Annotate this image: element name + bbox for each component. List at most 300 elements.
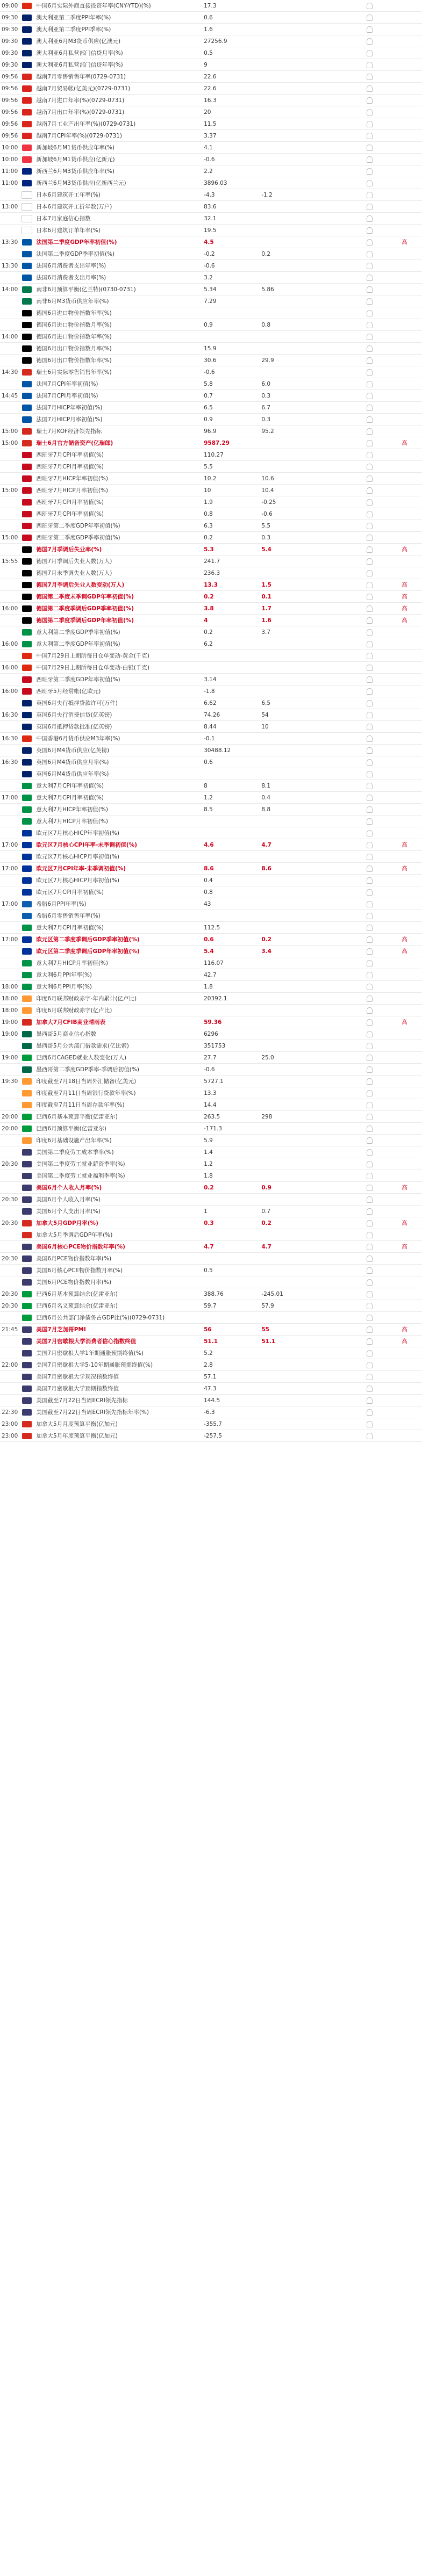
event-name[interactable]: 美国截至7月22日当周ECRI领先指标 <box>36 1397 128 1404</box>
event-name[interactable]: 美国截至7月22日当周ECRI领先指标年率(%) <box>36 1409 149 1416</box>
previous-value: 17.3 <box>204 2 217 9</box>
event-name[interactable]: 英国6月抵押贷款批准(亿英镑) <box>36 724 112 730</box>
previous-value: 3.8 <box>204 605 214 612</box>
event-name[interactable]: 新加坡6月M1货币供应年率(%) <box>36 145 115 151</box>
event-name[interactable]: 希腊6月零售销售年率(%) <box>36 913 101 919</box>
event-name[interactable]: 德国6月进口物价指数年率(%) <box>36 334 112 340</box>
event-name[interactable]: 欧元区第二季度季调后GDP季率初值(%) <box>36 936 140 943</box>
bell-icon[interactable] <box>352 393 387 399</box>
event-name[interactable]: 中国7月29日上期所每日仓单变动-黄金(千克) <box>36 653 149 659</box>
bell-icon[interactable] <box>352 215 387 222</box>
bell-icon[interactable] <box>352 511 387 517</box>
event-name[interactable]: 法国6月消费者支出年率(%) <box>36 263 106 269</box>
bell-icon[interactable] <box>352 1007 387 1014</box>
bell-icon[interactable] <box>352 133 387 139</box>
event-name[interactable]: 欧元区7月核心HICP月率初值(%) <box>36 877 119 884</box>
event-name[interactable]: 德国7月未季调失业人数(万人) <box>36 570 112 576</box>
bell-icon[interactable] <box>352 1244 387 1250</box>
event-name[interactable]: 西班牙7月HICP月率初值(%) <box>36 487 108 494</box>
bell-icon[interactable] <box>352 865 387 872</box>
bell-icon[interactable] <box>352 688 387 695</box>
previous-value: 13.3 <box>204 1089 217 1096</box>
event-name[interactable]: 法国第二季度GDP年率初值(%) <box>36 239 117 246</box>
bell-icon[interactable] <box>352 1232 387 1238</box>
event-name[interactable]: 美国7月密歇根大学5-10年期通胀预期终值(%) <box>36 1362 153 1368</box>
bell-icon[interactable] <box>352 676 387 683</box>
bell-icon[interactable] <box>352 499 387 506</box>
event-name[interactable]: 美国6月核心PCE物价指数月率(%) <box>36 1267 123 1274</box>
previous-value: 9587.29 <box>204 439 230 446</box>
event-name[interactable]: 英国6月M4货币供应月率(%) <box>36 759 109 766</box>
bell-icon[interactable] <box>352 1386 387 1392</box>
previous-value: 27.7 <box>204 1054 217 1061</box>
bell-icon[interactable] <box>352 960 387 966</box>
bell-icon[interactable] <box>352 1066 387 1073</box>
event-name[interactable]: 南非6月M3货币供应年率(%) <box>36 298 109 305</box>
event-name[interactable]: 越南7月CPI年率(%)(0729-0731) <box>36 133 122 139</box>
event-name[interactable]: 澳大利亚6月私营部门信贷月率(%) <box>36 50 123 56</box>
event-name[interactable]: 德国6月出口物价指数月率(%) <box>36 345 112 352</box>
event-name[interactable]: 美国6月PCE物价指数年率(%) <box>36 1255 112 1262</box>
bell-icon[interactable] <box>352 97 387 104</box>
bell-icon[interactable] <box>352 74 387 80</box>
bell-icon[interactable] <box>352 263 387 269</box>
bell-icon[interactable] <box>352 570 387 576</box>
country-flag-icon <box>20 806 34 813</box>
bell-icon[interactable] <box>352 972 387 978</box>
previous-value: -0.1 <box>204 735 215 742</box>
event-name[interactable]: 中国6月实际外商直接投资年率(CNY-YTD)(%) <box>36 3 151 9</box>
event-name[interactable]: 意大利第二季度GDP季率初值(%) <box>36 629 120 636</box>
event-name[interactable]: 意大利7月HICP月率初值(%) <box>36 818 108 825</box>
event-name[interactable]: 美国6月个人收入月率(%) <box>36 1196 101 1203</box>
bell-icon[interactable] <box>352 298 387 305</box>
bell-icon[interactable] <box>352 345 387 352</box>
event-name[interactable]: 欧元区第二季度季调后GDP年率初值(%) <box>36 948 140 955</box>
table-row <box>0 1336 422 1347</box>
bell-icon[interactable] <box>352 1303 387 1309</box>
country-flag-icon <box>20 1362 34 1368</box>
bell-icon[interactable] <box>352 854 387 860</box>
event-name[interactable]: 美国7月密歇根大学消费者信心指数终值 <box>36 1338 137 1345</box>
event-name[interactable]: 欧元区7月核心HICP月率初值(%) <box>36 854 119 860</box>
event-name[interactable]: 印度6月联邦财政赤字(亿卢比) <box>36 1007 112 1014</box>
bell-icon[interactable] <box>352 1019 387 1026</box>
event-name[interactable]: 西班牙7月HICP年率初值(%) <box>36 475 108 482</box>
bell-icon[interactable] <box>352 1149 387 1156</box>
bell-icon[interactable] <box>352 1338 387 1345</box>
event-name[interactable]: 美国6月个人收入月率(%) <box>36 1185 102 1191</box>
bell-icon[interactable] <box>352 747 387 754</box>
bell-icon[interactable] <box>352 936 387 943</box>
table-row <box>0 201 422 213</box>
event-name[interactable]: 美国6月个人支出月率(%) <box>36 1208 101 1215</box>
previous-value: 388.76 <box>204 1290 224 1297</box>
bell-icon[interactable] <box>352 665 387 671</box>
bell-icon[interactable] <box>352 464 387 470</box>
event-name[interactable]: 新西兰6月M3货币供应(亿新西兰元) <box>36 180 126 186</box>
bell-icon[interactable] <box>352 735 387 742</box>
bell-icon[interactable] <box>352 700 387 706</box>
bell-icon[interactable] <box>352 1267 387 1274</box>
table-row <box>0 1005 422 1016</box>
bell-icon[interactable] <box>352 1137 387 1144</box>
event-name[interactable]: 瑞士6月实际零售销售年率(%) <box>36 369 112 376</box>
event-name[interactable]: 巴西6月CAGED就业人数变化(万人) <box>36 1055 126 1061</box>
event-name[interactable]: 瑞士7月KOF经济领先指标 <box>36 428 102 435</box>
event-name[interactable]: 英国6月M4货币供应年率(%) <box>36 771 109 777</box>
event-name[interactable]: 日本6月建筑开工年率(%) <box>36 192 101 198</box>
bell-icon[interactable] <box>352 1185 387 1191</box>
event-name[interactable]: 西班牙第二季度GDP季率初值(%) <box>36 535 120 541</box>
event-name[interactable]: 美国6月PCE物价指数月率(%) <box>36 1279 112 1286</box>
bell-icon[interactable] <box>352 1409 387 1416</box>
bell-icon[interactable] <box>352 452 387 458</box>
event-name[interactable]: 意大利7月CPI月率初值(%) <box>36 925 104 931</box>
bell-icon[interactable] <box>352 26 387 33</box>
bell-icon[interactable] <box>352 1220 387 1226</box>
event-name[interactable]: 南非6月预算平衡(亿兰特)(0730-0731) <box>36 286 136 293</box>
event-name[interactable]: 美国第二季度劳工成本季率(%) <box>36 1149 114 1156</box>
bell-icon[interactable] <box>352 1362 387 1368</box>
event-name[interactable]: 欧元区7月CPI年率-未季调初值(%) <box>36 865 126 872</box>
event-name[interactable]: 日本6月建筑订单年率(%) <box>36 227 101 234</box>
country-flag-icon <box>20 1066 34 1073</box>
bell-icon[interactable] <box>352 1433 387 1439</box>
bell-icon[interactable] <box>352 145 387 151</box>
bell-icon[interactable] <box>352 428 387 435</box>
event-name[interactable]: 美国第二季度劳工就业薪资季率(%) <box>36 1161 125 1167</box>
event-name[interactable]: 法国第二季度GDP季率初值(%) <box>36 251 115 257</box>
event-name[interactable]: 日本7月家庭信心指数 <box>36 215 91 222</box>
event-name[interactable]: 越南7月工业产出年率(%)(0729-0731) <box>36 121 136 127</box>
bell-icon[interactable] <box>352 806 387 813</box>
forecast-value: 10 <box>261 723 269 730</box>
event-name[interactable]: 欧元区7月核心CPI年率-未季调初值(%) <box>36 842 138 848</box>
bell-icon[interactable] <box>352 771 387 777</box>
country-flag-icon <box>20 1291 34 1297</box>
bell-icon[interactable] <box>352 629 387 636</box>
event-name[interactable]: 加拿大7月CFIB商业晴雨表 <box>36 1019 106 1026</box>
table-row <box>0 615 422 626</box>
event-name[interactable]: 美国7月密歇根大学1年期通胀预期终值(%) <box>36 1350 144 1356</box>
previous-value: 14.4 <box>204 1101 217 1108</box>
bell-icon[interactable] <box>352 877 387 884</box>
table-row <box>0 165 422 177</box>
bell-icon[interactable] <box>352 15 387 21</box>
event-name[interactable]: 巴西6月基本预算结余(亿雷亚尔) <box>36 1291 118 1297</box>
event-name[interactable]: 英国6月央行抵押贷款许可(万件) <box>36 700 118 706</box>
bell-icon[interactable] <box>352 357 387 364</box>
bell-icon[interactable] <box>352 168 387 175</box>
bell-icon[interactable] <box>352 1043 387 1049</box>
bell-icon[interactable] <box>352 889 387 896</box>
country-flag-icon <box>20 121 34 127</box>
bell-icon[interactable] <box>352 3 387 9</box>
bell-icon[interactable] <box>352 1161 387 1167</box>
bell-icon[interactable] <box>352 310 387 316</box>
bell-icon[interactable] <box>352 405 387 411</box>
bell-icon[interactable] <box>352 192 387 198</box>
event-name[interactable]: 意大利第二季度GDP年率初值(%) <box>36 641 120 647</box>
bell-icon[interactable] <box>352 582 387 588</box>
bell-icon[interactable] <box>352 275 387 281</box>
event-name[interactable]: 西班牙第二季度GDP年率初值(%) <box>36 676 120 683</box>
bell-icon[interactable] <box>352 594 387 600</box>
table-row <box>0 650 422 662</box>
event-name[interactable]: 瑞士6月官方储备资产(亿瑞郎) <box>36 440 113 446</box>
bell-icon[interactable] <box>352 1173 387 1179</box>
event-name[interactable]: 欧元区7月核心HICP年率初值(%) <box>36 830 119 836</box>
event-name[interactable]: 越南7月零售销售年率(0729-0731) <box>36 74 126 80</box>
bell-icon[interactable] <box>352 334 387 340</box>
previous-value: 15.9 <box>204 345 217 352</box>
event-name[interactable]: 新西兰6月M3货币供应年率(%) <box>36 168 115 175</box>
bell-icon[interactable] <box>352 62 387 68</box>
event-name[interactable]: 美国第二季度劳工就业福利季率(%) <box>36 1173 125 1179</box>
bell-icon[interactable] <box>352 913 387 919</box>
bell-icon[interactable] <box>352 901 387 907</box>
event-name[interactable]: 意大利7月CPI年率初值(%) <box>36 783 104 789</box>
event-name[interactable]: 加拿大5月季调后GDP年率(%) <box>36 1232 113 1238</box>
bell-icon[interactable] <box>352 227 387 234</box>
event-name[interactable]: 印度6月联邦财政赤字-年内累计(亿卢比) <box>36 995 137 1002</box>
event-name[interactable]: 德国第二季度未季调GDP年率初值(%) <box>36 594 134 600</box>
event-name[interactable]: 日本6月建筑开工折年数(万户) <box>36 204 112 210</box>
event-name[interactable]: 意大利7月HICP年率初值(%) <box>36 806 108 813</box>
bell-icon[interactable] <box>352 1090 387 1096</box>
country-flag-icon <box>20 168 34 175</box>
table-row <box>0 1312 422 1324</box>
bell-icon[interactable] <box>352 251 387 257</box>
country-flag-icon <box>20 464 34 470</box>
event-name[interactable]: 巴西6月公共部门净债务占GDP比(%)(0729-0731) <box>36 1315 165 1321</box>
bell-icon[interactable] <box>352 995 387 1002</box>
event-name[interactable]: 意大利7月CPI月率初值(%) <box>36 795 104 801</box>
event-name[interactable]: 德国7月季调后失业人数变动(万人) <box>36 582 125 588</box>
bell-icon[interactable] <box>352 156 387 163</box>
event-name[interactable]: 德国7月季调后失业率(%) <box>36 546 102 553</box>
event-name[interactable]: 澳大利亚6月M3货币供应(亿澳元) <box>36 38 121 45</box>
bell-icon[interactable] <box>352 440 387 446</box>
bell-icon[interactable] <box>352 842 387 848</box>
country-flag-icon <box>20 26 34 33</box>
country-flag-icon <box>20 688 34 695</box>
country-flag-icon <box>20 1149 34 1156</box>
bell-icon[interactable] <box>352 984 387 990</box>
event-name[interactable]: 墨西哥第二季度GDP季率-季调后初值(%) <box>36 1066 139 1073</box>
country-flag-icon <box>20 239 34 246</box>
previous-value: 5.8 <box>204 380 213 387</box>
bell-icon[interactable] <box>352 818 387 825</box>
bell-icon[interactable] <box>352 475 387 482</box>
bell-icon[interactable] <box>352 1078 387 1085</box>
bell-icon[interactable] <box>352 1291 387 1297</box>
bell-icon[interactable] <box>352 1114 387 1120</box>
bell-icon[interactable] <box>352 724 387 730</box>
bell-icon[interactable] <box>352 830 387 836</box>
bell-icon[interactable] <box>352 1125 387 1132</box>
bell-icon[interactable] <box>352 712 387 718</box>
bell-icon[interactable] <box>352 239 387 246</box>
event-name[interactable]: 墨西哥5月公共部门借款需求(亿比索) <box>36 1043 129 1049</box>
bell-icon[interactable] <box>352 1374 387 1380</box>
event-name[interactable]: 德国6月出口物价指数年率(%) <box>36 357 112 364</box>
bell-icon[interactable] <box>352 1326 387 1333</box>
event-name[interactable]: 法国7月HICP年率初值(%) <box>36 405 103 411</box>
event-name[interactable]: 印度6月基础设施产出年率(%) <box>36 1137 112 1144</box>
importance-label: 高 <box>402 948 407 955</box>
country-flag-icon <box>20 322 34 328</box>
event-name[interactable]: 意大利7月HICP月率初值(%) <box>36 960 108 966</box>
table-row <box>0 272 422 284</box>
event-name[interactable]: 加拿大5月年度预算平衡(亿加元) <box>36 1433 118 1439</box>
event-name[interactable]: 意大利6月PPI年率(%) <box>36 972 92 978</box>
event-name[interactable]: 印度截至7月11日当周银行贷款年率(%) <box>36 1090 136 1096</box>
bell-icon[interactable] <box>352 1102 387 1108</box>
bell-icon[interactable] <box>352 38 387 45</box>
event-name[interactable]: 巴西6月名义预算结余(亿雷亚尔) <box>36 1303 118 1309</box>
bell-icon[interactable] <box>352 617 387 624</box>
event-name[interactable]: 英国6月央行消费信贷(亿英镑) <box>36 712 112 718</box>
time-cell: 13:30 <box>2 262 18 269</box>
bell-icon[interactable] <box>352 322 387 328</box>
country-flag-icon <box>20 925 34 931</box>
country-flag-icon <box>20 972 34 978</box>
event-name[interactable]: 印度截至7月18日当周外汇储备(亿美元) <box>36 1078 137 1085</box>
bell-icon[interactable] <box>352 286 387 293</box>
event-name[interactable]: 中国香港6月货币供应M3年率(%) <box>36 735 120 742</box>
event-name[interactable]: 法国7月HICP月率初值(%) <box>36 416 103 423</box>
table-row <box>0 1241 422 1253</box>
bell-icon[interactable] <box>352 1350 387 1356</box>
bell-icon[interactable] <box>352 1421 387 1427</box>
bell-icon[interactable] <box>352 1397 387 1404</box>
event-name[interactable]: 巴西6月基本预算平衡(亿雷亚尔) <box>36 1114 118 1120</box>
bell-icon[interactable] <box>352 641 387 647</box>
previous-value: 6.5 <box>204 404 213 411</box>
country-flag-icon <box>20 334 34 340</box>
event-name[interactable]: 西班牙7月CPI月率初值(%) <box>36 464 104 470</box>
event-name[interactable]: 西班牙7月CPI年率初值(%) <box>36 452 104 458</box>
event-name[interactable]: 德国第二季度季调后GDP季率初值(%) <box>36 605 134 612</box>
event-name[interactable]: 澳大利亚第二季度PPI年率(%) <box>36 15 111 21</box>
event-name[interactable]: 加拿大5月月度预算平衡(亿加元) <box>36 1421 118 1427</box>
bell-icon[interactable] <box>352 1055 387 1061</box>
event-name[interactable]: 欧元区7月CPI月率初值(%) <box>36 889 104 896</box>
bell-icon[interactable] <box>352 925 387 931</box>
table-row <box>0 189 422 201</box>
bell-icon[interactable] <box>352 1255 387 1262</box>
importance-label: 高 <box>402 1326 407 1333</box>
event-name[interactable]: 澳大利亚第二季度PPI季率(%) <box>36 26 111 33</box>
time-cell: 20:30 <box>2 1290 18 1297</box>
event-name[interactable]: 美国7月密歇根大学预期指数终值 <box>36 1386 119 1392</box>
bell-icon[interactable] <box>352 1279 387 1286</box>
event-name[interactable]: 法国6月消费者支出月率(%) <box>36 275 106 281</box>
bell-icon[interactable] <box>352 523 387 529</box>
table-row <box>0 1418 422 1430</box>
table-row <box>0 626 422 638</box>
previous-value: -0.6 <box>204 1066 215 1073</box>
bell-icon[interactable] <box>352 369 387 376</box>
bell-icon[interactable] <box>352 546 387 553</box>
bell-icon[interactable] <box>352 109 387 116</box>
bell-icon[interactable] <box>352 1315 387 1321</box>
bell-icon[interactable] <box>352 795 387 801</box>
event-name[interactable]: 西班牙5月经常帐(亿欧元) <box>36 688 101 695</box>
event-name[interactable]: 德国第二季度季调后GDP年率初值(%) <box>36 617 134 624</box>
table-row <box>0 957 422 969</box>
event-name[interactable]: 墨西哥5月商业信心指数 <box>36 1031 97 1037</box>
table-row <box>0 260 422 272</box>
bell-icon[interactable] <box>352 50 387 56</box>
bell-icon[interactable] <box>352 85 387 92</box>
bell-icon[interactable] <box>352 416 387 423</box>
event-name[interactable]: 澳大利亚6月私营部门信贷年率(%) <box>36 62 123 68</box>
previous-value: 144.5 <box>204 1397 220 1404</box>
bell-icon[interactable] <box>352 1031 387 1037</box>
event-name[interactable]: 意大利6月PPI月率(%) <box>36 984 92 990</box>
bell-icon[interactable] <box>352 121 387 127</box>
event-name[interactable]: 越南7月贸易帐(亿美元)(0729-0731) <box>36 85 131 92</box>
event-name[interactable]: 巴西6月预算平衡(亿雷亚尔) <box>36 1125 106 1132</box>
event-name[interactable]: 西班牙7月CPI月率初值(%) <box>36 499 104 506</box>
bell-icon[interactable] <box>352 535 387 541</box>
event-name[interactable]: 美国7月密歇根大学现况指数终值 <box>36 1374 119 1380</box>
event-name[interactable]: 西班牙7月CPI年率初值(%) <box>36 511 104 517</box>
forecast-value: 3.4 <box>261 948 271 955</box>
event-name[interactable]: 新加坡6月M1货币供应(亿新元) <box>36 156 115 163</box>
event-name[interactable]: 加拿大5月GDP月率(%) <box>36 1220 98 1226</box>
bell-icon[interactable] <box>352 558 387 565</box>
bell-icon[interactable] <box>352 948 387 955</box>
bell-icon[interactable] <box>352 1208 387 1215</box>
event-name[interactable]: 英国6月M4货币供应(亿英镑) <box>36 747 110 754</box>
bell-icon[interactable] <box>352 653 387 659</box>
bell-icon[interactable] <box>352 381 387 387</box>
table-row <box>0 792 422 804</box>
forecast-value: 298 <box>261 1113 273 1120</box>
event-name[interactable]: 希腊6月PPI年率(%) <box>36 901 87 907</box>
bell-icon[interactable] <box>352 204 387 210</box>
event-name[interactable]: 德国6月进口物价指数年率(%) <box>36 310 112 316</box>
bell-icon[interactable] <box>352 180 387 186</box>
bell-icon[interactable] <box>352 759 387 766</box>
bell-icon[interactable] <box>352 1196 387 1203</box>
time-cell: 19:30 <box>2 1078 18 1085</box>
event-name[interactable]: 美国7月芝加哥PMI <box>36 1326 86 1333</box>
event-name[interactable]: 法国7月CPI月率初值(%) <box>36 393 98 399</box>
country-flag-icon <box>20 1161 34 1167</box>
event-name[interactable]: 德国6月进口物价指数月率(%) <box>36 322 112 328</box>
event-name[interactable]: 越南7月出口年率(%)(0729-0731) <box>36 109 125 116</box>
country-flag-icon <box>20 191 34 199</box>
event-name[interactable]: 中国7月29日上期所每日仓单变动-白银(千克) <box>36 665 149 671</box>
event-name[interactable]: 德国7月季调后失业人数(万人) <box>36 558 112 565</box>
event-name[interactable]: 越南7月进口年率(%)(0729-0731) <box>36 97 125 104</box>
event-name[interactable]: 印度截至7月11日当周存款年率(%) <box>36 1102 125 1108</box>
bell-icon[interactable] <box>352 605 387 612</box>
previous-value: 13.3 <box>204 581 218 588</box>
event-name[interactable]: 美国6月核心PCE物价指数年率(%) <box>36 1244 125 1250</box>
event-name[interactable]: 西班牙第二季度GDP年率初值(%) <box>36 523 120 529</box>
previous-value: 19.5 <box>204 227 217 234</box>
time-cell: 09:56 <box>2 85 18 92</box>
bell-icon[interactable] <box>352 487 387 494</box>
event-name[interactable]: 法国7月CPI年率初值(%) <box>36 381 98 387</box>
bell-icon[interactable] <box>352 783 387 789</box>
